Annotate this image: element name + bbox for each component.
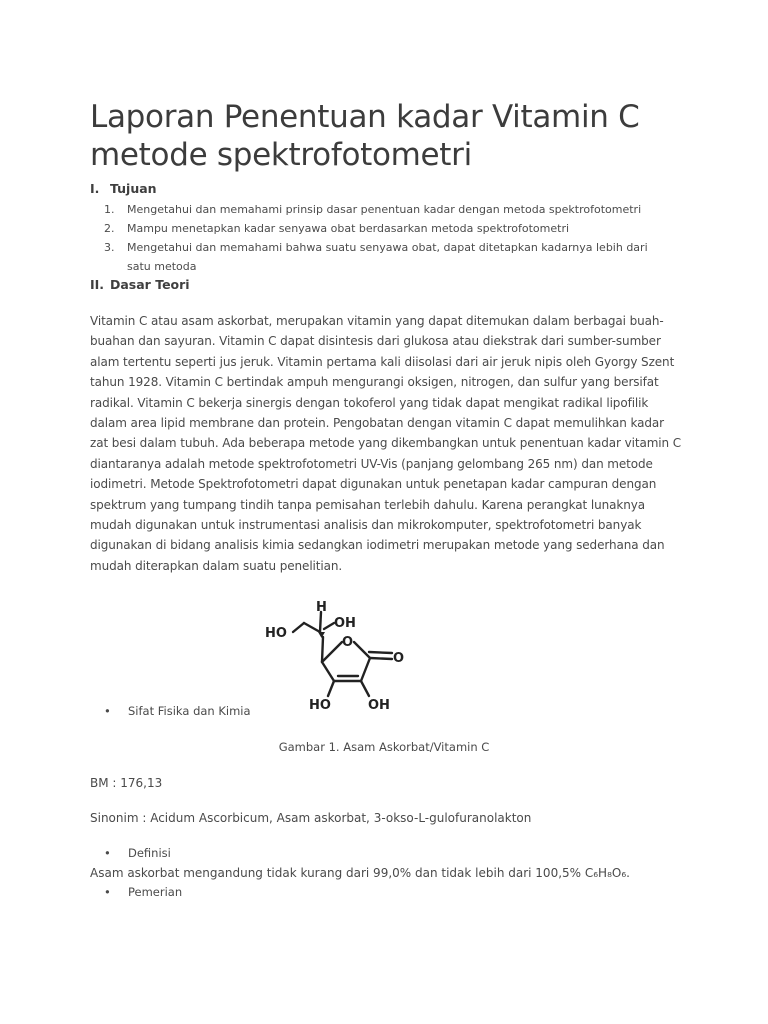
section-heading-tujuan — [90, 181, 157, 196]
list-item — [90, 219, 670, 238]
list-text: Mengetahui dan memahami prinsip dasar penentuan kadar dengan metoda spektrofotometri — [127, 203, 642, 216]
bullet-dot: • — [104, 846, 111, 860]
goals-list — [90, 200, 670, 276]
bullet-definisi — [104, 846, 171, 860]
bullet-text: Sifat Fisika dan Kimia — [128, 704, 251, 718]
list-item — [90, 200, 670, 219]
list-number: 2. — [104, 222, 115, 235]
list-text: Mengetahui dan memahami bahwa suatu senyawa obat, dapat ditetapkan kadarnya lebih dari satu metoda — [127, 241, 648, 273]
bullet-dot: • — [104, 704, 111, 718]
definisi-text: Asam askorbat mengandung tidak kurang dari 99,0% dan tidak lebih dari 100,5% C₆H₈O₆. — [90, 866, 630, 880]
bm-line: BM : 176,13 — [90, 776, 163, 790]
section-number: I. — [90, 181, 100, 196]
atom-o-ring: O — [342, 635, 354, 650]
atom-ho-left: HO — [265, 626, 287, 641]
section-title: Tujuan — [110, 181, 157, 196]
list-number: 1. — [104, 203, 115, 216]
sinonim-line: Sinonim : Acidum Ascorbicum, Asam askorbat, 3-okso-L-gulofuranolakton — [90, 811, 532, 825]
atom-oh-bottom: OH — [368, 698, 390, 713]
atom-o-carbonyl: O — [393, 651, 405, 666]
section-heading-dasar-teori — [90, 277, 190, 292]
section-title: Dasar Teori — [110, 277, 190, 292]
bullet-text: Pemerian — [128, 885, 183, 899]
bullet-pemerian — [104, 885, 182, 899]
theory-paragraph: Vitamin C atau asam askorbat, merupakan vitamin yang dapat ditemukan dalam berbagai buah-buahan dan sayuran. Vitamin C dapat disintesis dari glukosa atau diekstrak dari sumber-sumber alam tertentu seperti jus jeruk. Vitamin pertama kali diisolasi dari air jeruk nipis oleh Gyorgy Szent tahun 1928. Vitamin C bertindak ampuh mengurangi oksigen, nitrogen, dan sulfur yang bersifat radikal. Vitamin C bekerja sinergis dengan tokoferol yang tidak dapat mengikat radikal lipofilik dalam area lipid membrane dan protein. Pengobatan dengan vitamin C dapat memulihkan kadar zat besi dalam tubuh. Ada beberapa metode yang dikembangkan untuk penentuan kadar vitamin C diantaranya adalah metode spektrofotometri UV-Vis (panjang gelombang 265 nm) dan metode iodimetri. Metode Spektrofotometri dapat digunakan untuk penetapan kadar campuran dengan spektrum yang tumpang tindih tanpa pemisahan terlebih dahulu. Karena perangkat lunaknya mudah digunakan untuk instrumentasi analisis dan mikrokomputer, spektrofotometri banyak digunakan di bidang analisis kimia sedangkan iodimetri merupakan metode yang sederhana dan mudah diterapkan dalam suatu penelitian. — [90, 314, 682, 573]
ascorbic-acid-structure — [262, 596, 412, 716]
atom-ho-bottom: HO — [309, 698, 331, 713]
bullet-text: Definisi — [128, 846, 171, 860]
list-number: 3. — [104, 241, 115, 254]
list-item — [90, 238, 670, 276]
atom-oh-top: OH — [334, 616, 356, 631]
bullet-sifat — [104, 704, 251, 718]
section-number: II. — [90, 277, 105, 292]
list-text: Mampu menetapkan kadar senyawa obat berdasarkan metoda spektrofotometri — [127, 222, 570, 235]
bullet-dot: • — [104, 885, 111, 899]
page-title: Laporan Penentuan kadar Vitamin C metode spektrofotometri — [90, 99, 640, 173]
atom-h-top: H — [316, 600, 327, 615]
figure-caption: Gambar 1. Asam Askorbat/Vitamin C — [278, 740, 490, 754]
